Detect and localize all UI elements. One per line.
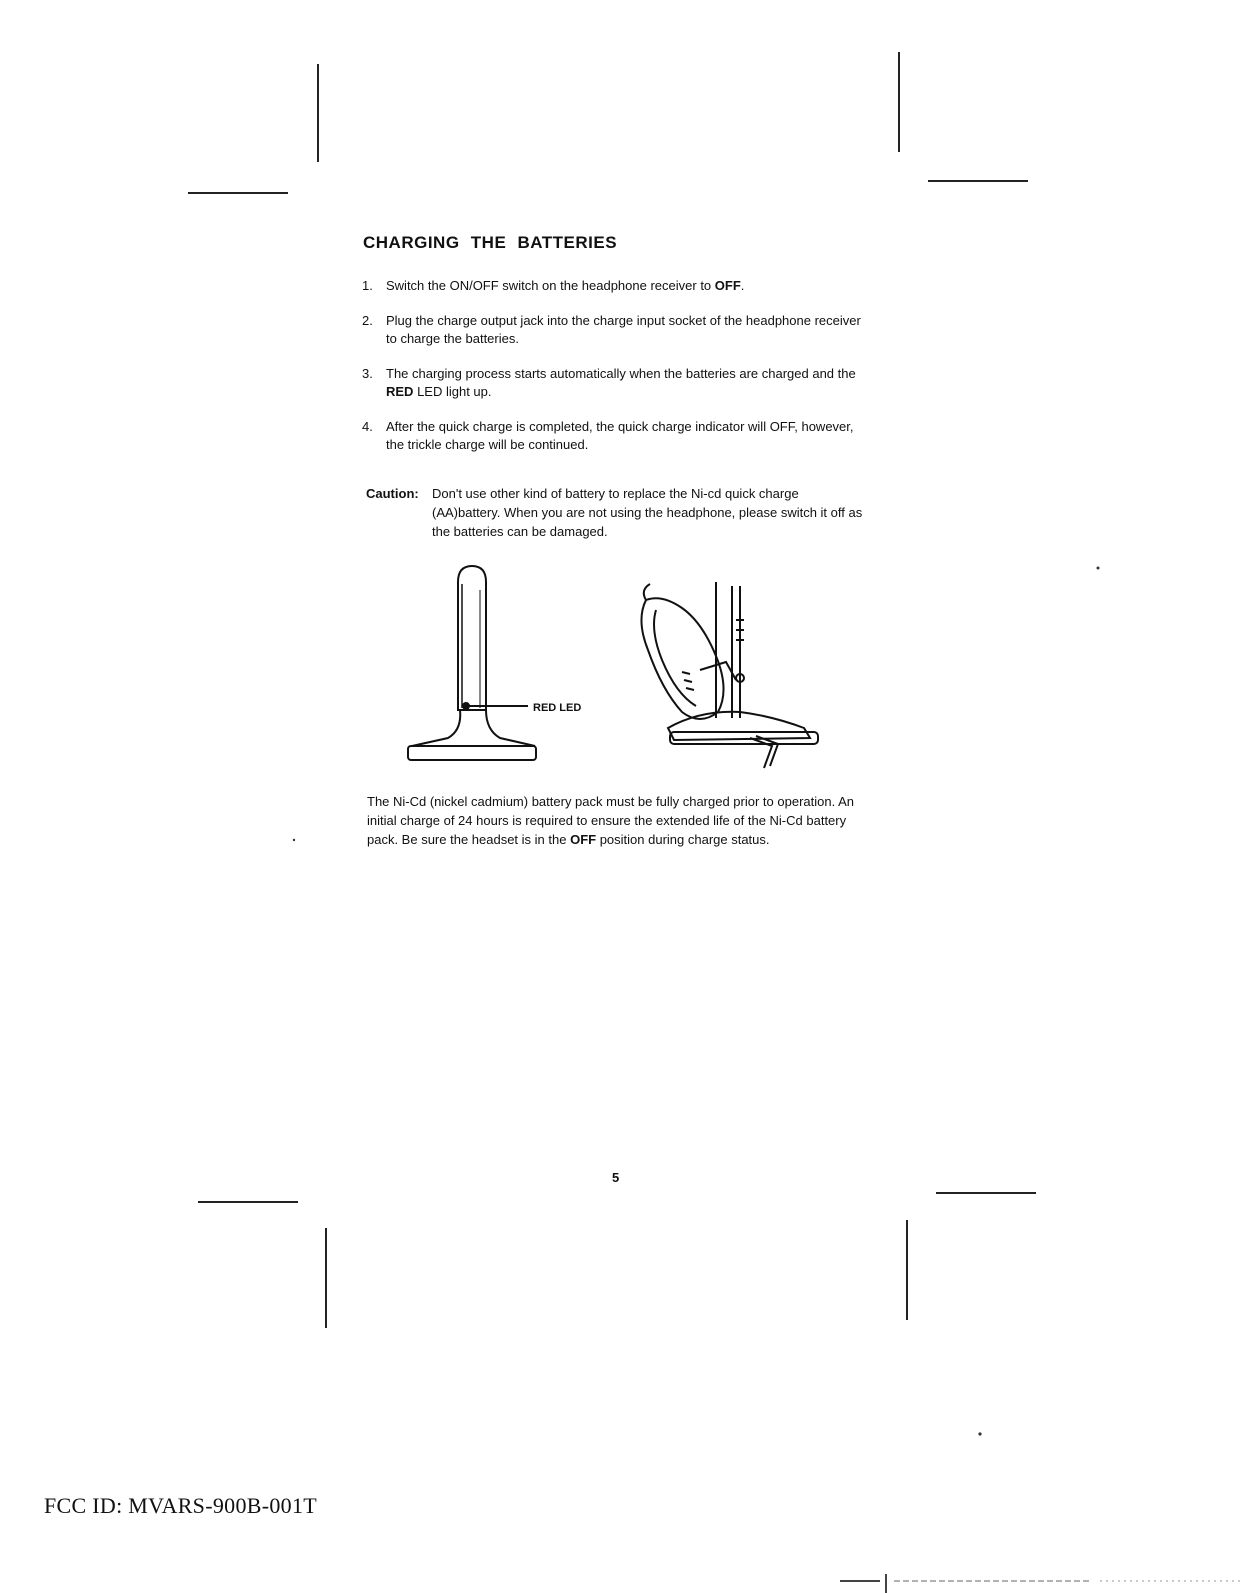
step-number: 1. — [362, 278, 373, 293]
fcc-id-footer: FCC ID: MVARS-900B-001T — [44, 1493, 317, 1518]
step-number: 2. — [362, 313, 373, 328]
step-text: The charging process starts automatically when the batteries are charged and the RED LED light up. — [386, 366, 856, 399]
section-heading: CHARGING THE BATTERIES — [363, 233, 618, 252]
caution-text: Don't use other kind of battery to replace the Ni-cd quick charge (AA)battery. When you are not using the headphone, please switch it off as the batteries can be damaged. — [432, 486, 863, 539]
page-number: 5 — [612, 1170, 620, 1185]
step-number: 4. — [362, 419, 373, 434]
step-text: Plug the charge output jack into the charge input socket of the headphone receiver to charge the batteries. — [386, 313, 861, 346]
red-led-callout-label: RED LED — [533, 702, 582, 714]
step-text: Switch the ON/OFF switch on the headphone receiver to OFF. — [386, 278, 745, 293]
nicd-charge-note: The Ni-Cd (nickel cadmium) battery pack must be fully charged prior to operation. An initial charge of 24 hours is required to ensure the extended life of the Ni-Cd battery pack. Be sure the headset is in the OFF position during charge status. — [367, 794, 854, 847]
caution-label: Caution: — [366, 486, 419, 501]
step-number: 3. — [362, 366, 373, 381]
step-text: After the quick charge is completed, the quick charge indicator will OFF, however, the trickle charge will be continued. — [386, 419, 854, 452]
